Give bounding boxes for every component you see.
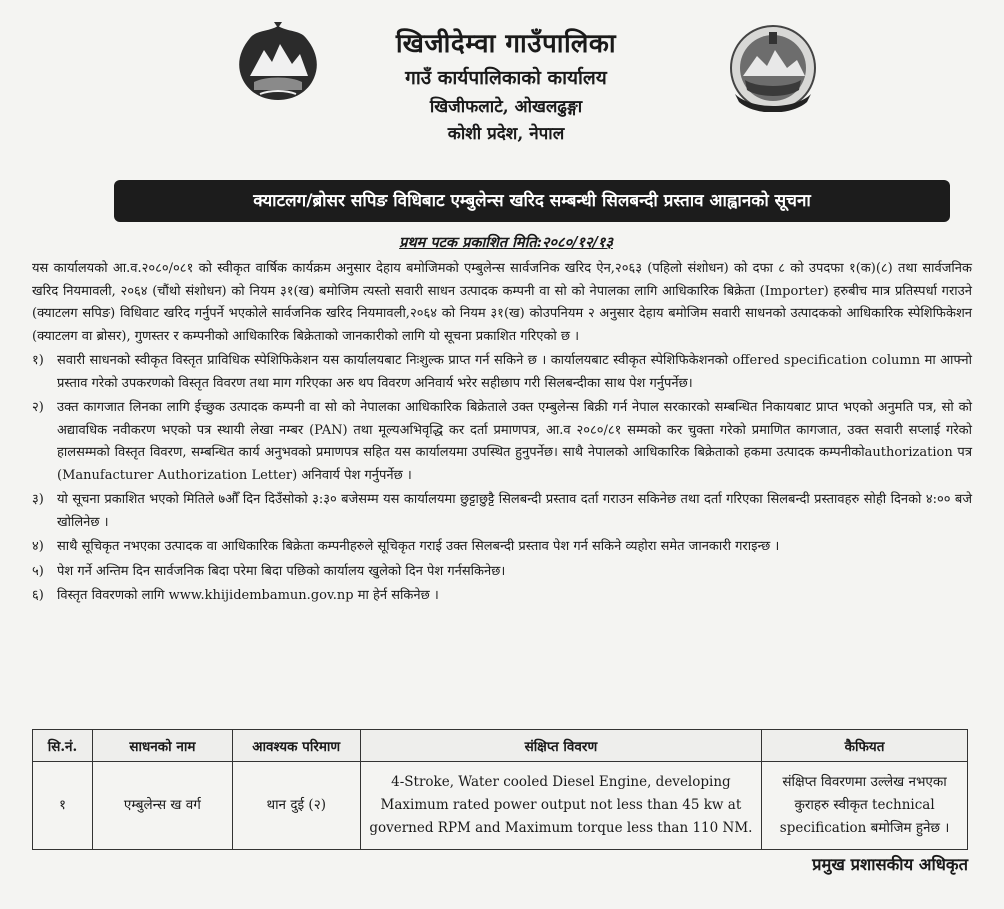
signatory-title: प्रमुख प्रशासकीय अधिकृत <box>812 855 968 874</box>
item-number: ६) <box>32 588 44 603</box>
cell-description: 4-Stroke, Water cooled Diesel Engine, developing Maximum rated power output not less than 45 kw at governed RPM and Maximum torque less than 110 NM. <box>360 762 761 850</box>
item-number: १) <box>32 353 44 368</box>
column-header: आवश्यक परिमाण <box>232 730 360 762</box>
specification-table <box>32 729 968 850</box>
item-text: विस्तृत विवरणको लागि www.khijidembamun.gov.np मा हेर्न सकिनेछ । <box>57 588 439 603</box>
table-row <box>33 762 968 850</box>
intro-paragraph: यस कार्यालयको आ.व.२०८०/०८१ को स्वीकृत वार्षिक कार्यक्रम अनुसार देहाय बमोजिमको एम्बुलेन्स सार्वजनिक खरिद ऐन,२०६३ (पहिलो संशोधन) को दफा ८ को उपदफा १(क)(८) तथा सार्वजनिक खरिद नियमावली, २०६४ (चौंथो संशोधन) को नियम ३१(ख) बमोजिम त्यस्तो सवारी साधन उत्पादक कम्पनी वा सो को नेपालका लागि आधिकारिक बिक्रेता (Importer) हरुबीच मात्र प्रतिस्पर्धा गराउने (क्याटलग सपिङ) विधिवाट खरिद गर्नुपर्ने भएकोले सार्वजनिक खरिद नियमावली,२०६४ को नियम ३१(ख) कोउपनियम २ अनुसार देहाय बमोजिम सवारी साधनको उत्पादकको आधिकारिक स्पेशिफिकेशन (क्याटलग वा ब्रोसर), गुणस्तर र कम्पनीको आधिकारिक बिक्रेताको जानकारीको लागि यो सूचना प्रकाशित गरिएको छ । <box>32 261 972 344</box>
item-text: साथै सूचिकृत नभएका उत्पादक वा आधिकारिक बिक्रेता कम्पनीहरुले सूचिकृत गराई उक्त सिलबन्दी प्रस्ताव पेश गर्न सकिने व्यहोरा समेत जानकारी गराइन्छ । <box>57 539 780 554</box>
list-item <box>32 350 972 395</box>
item-number: ४) <box>32 539 44 554</box>
column-header: कैफियत <box>762 730 968 762</box>
item-number: ३) <box>32 492 44 507</box>
publish-date: प्रथम पटक प्रकाशित मिति:२०८०/१२/१३ <box>399 234 613 251</box>
column-header: सि.नं. <box>33 730 93 762</box>
list-item <box>32 536 972 559</box>
item-number: ५) <box>32 563 44 579</box>
office-name: गाउँ कार्यपालिकाको कार्यालय <box>405 67 607 89</box>
table-header-row <box>33 730 968 762</box>
notice-title-banner: क्याटलग/ब्रोसर सपिङ विधिबाट एम्बुलेन्स खरिद सम्बन्धी सिलबन्दी प्रस्ताव आह्वानको सूचना <box>114 180 950 222</box>
item-text: यो सूचना प्रकाशित भएको मितिले ७औँ दिन दिउँसोको ३:३० बजेसम्म यस कार्यालयमा छुट्टाछुट्टै सिलबन्दी प्रस्ताव दर्ता गराउन सकिनेछ तथा दर्ता गरिएका सिलबन्दी प्रस्तावहरु सोही दिनको ४:०० बजे खोलिनेछ । <box>57 492 972 530</box>
address-line-2: कोशी प्रदेश, नेपाल <box>447 124 565 144</box>
list-item <box>32 561 972 584</box>
list-item <box>32 397 972 487</box>
cell-serial: १ <box>33 762 93 850</box>
cell-remarks: संक्षिप्त विवरणमा उल्लेख नभएका कुराहरु स्वीकृत technical specification बमोजिम हुनेछ । <box>762 762 968 850</box>
item-text: उक्त कागजात लिनका लागि ईच्छुक उत्पादक कम्पनी वा सो को नेपालका आधिकारिक बिक्रेताले उक्त एम्बुलेन्स बिक्री गर्न नेपाल सरकारको सम्बन्धित निकायबाट प्राप्त भएको अनुमति पत्र, सो को अद्यावधिक नवीकरण भएको पत्र स्थायी लेखा नम्बर (PAN) तथा मूल्यअभिवृद्धि कर दर्ता प्रमाणपत्र, आ.व २०८०/८१ सम्मको कर चुक्ता गरेको प्रमाणित कागजात, उक्त सवारी सप्लाई गरेको हालसम्मको विस्तृत विवरण, सम्बन्धित कार्य अनुभवको प्रमाणपत्र सहित यस कार्यालयमा उपस्थित हुनुपर्नेछ। साथै नेपालको आधिकारिक बिक्रेताको हकमा उत्पादक कम्पनीकोauthorization पत्र (Manufacturer Authorization Letter) अनिवार्य पेश गर्नुपर्नेछ । <box>57 400 972 483</box>
address-line-1: खिजीफलाटे, ओखलढुङ्गा <box>429 97 583 117</box>
municipality-logo-icon <box>727 24 819 112</box>
notice-body <box>32 258 972 608</box>
item-text: सवारी साधनको स्वीकृत विस्तृत प्राविधिक स्पेशिफिकेशन यस कार्यालयबाट निःशुल्क प्राप्त गर्न सकिने छ । कार्यालयबाट स्वीकृत स्पेशिफिकेशनको offered specification column मा आफ्नो प्रस्ताव गरेको उपकरणको विस्तृत विवरण तथा माग गरिएका अरु थप विवरण अनिवार्य भरेर सहीछाप गरी सिलबन्दीका साथ पेश गर्नुपर्नेछ। <box>57 353 972 391</box>
municipality-name: खिजीदेम्वा गाउँपालिका <box>395 29 617 59</box>
column-header: संक्षिप्त विवरण <box>360 730 761 762</box>
item-text: पेश गर्ने अन्तिम दिन सार्वजनिक बिदा परेमा बिदा पछिको कार्यालय खुलेको दिन पेश गर्नसकिनेछ। <box>57 563 506 579</box>
item-number: २) <box>32 400 44 415</box>
column-header: साधनको नाम <box>92 730 232 762</box>
cell-quantity: थान दुई (२) <box>232 762 360 850</box>
cell-vehicle-name: एम्बुलेन्स ख वर्ग <box>92 762 232 850</box>
letterhead <box>32 0 980 251</box>
list-item <box>32 489 972 534</box>
list-item <box>32 585 972 608</box>
